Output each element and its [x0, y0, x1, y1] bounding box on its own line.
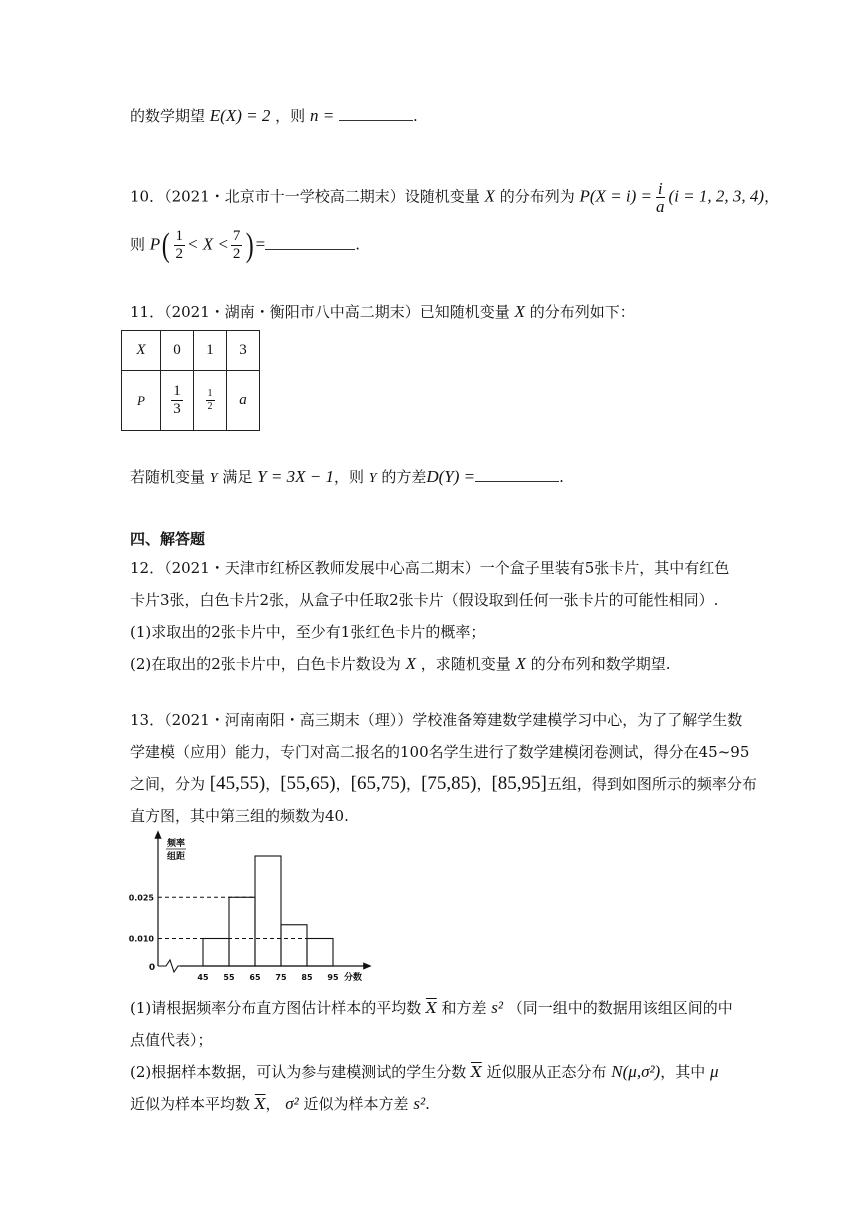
- q11-distribution-table: [121, 330, 260, 431]
- q11-p1-den: 2: [207, 401, 213, 412]
- q13-p3s2: s²: [413, 1094, 426, 1113]
- q10-left-paren: (: [161, 226, 170, 264]
- q13-p3a: 近似为样本平均数: [130, 1095, 251, 1113]
- q10-f1-den: 2: [175, 246, 184, 262]
- q10-frac-den: a: [656, 197, 665, 216]
- q13-part2-line1: [130, 1060, 719, 1084]
- y-tick-label-1: 0.010: [128, 934, 154, 944]
- q10-eq: =: [255, 234, 266, 254]
- q12-l4x: X: [405, 654, 416, 673]
- q10-f2-den: 2: [232, 246, 241, 262]
- histogram-bar-2: [229, 897, 255, 966]
- q11-cell-x-label: X: [122, 331, 161, 371]
- q11-cond-mid: 满足: [222, 468, 253, 486]
- q13-p3b: ，: [265, 1095, 281, 1113]
- q9-tail-prefix: 的数学期望: [130, 107, 206, 125]
- q13-interval-3: [65,75): [350, 773, 407, 794]
- y-tick-label-2: 0.025: [128, 893, 154, 903]
- q9-answer-blank: [339, 106, 413, 121]
- q12-l4x2: X: [515, 654, 526, 673]
- q12-line1: 12．（2021・天津市红桥区教师发展中心高二期末）一个盒子里装有5张卡片，其中有红色: [130, 559, 730, 577]
- q11-answer-blank: [475, 467, 559, 482]
- q10-ineq: < X <: [187, 234, 229, 254]
- q11-cell-p-label: P: [122, 371, 161, 431]
- q13-p1b: 和方差: [441, 999, 487, 1017]
- x-tick-label-65: 65: [249, 973, 261, 982]
- q10-f2-num: 7: [232, 228, 241, 244]
- q12-l4a: (2)在取出的2张卡片中，白色卡片数设为: [130, 655, 401, 673]
- q13-l3-post: 五组，得到如图所示的频率分布: [546, 775, 757, 793]
- q13-part2-line2: [130, 1092, 430, 1116]
- q9-tail-suffix: .: [412, 107, 418, 125]
- q10-line1: [130, 180, 779, 215]
- q11-head: 11．（2021・湖南・衡阳市八中高二期末）已知随机变量: [130, 303, 510, 321]
- q13-p1s: s²: [491, 998, 504, 1017]
- q10-mid: 的分布列为: [499, 187, 575, 206]
- q13-line1: 13．（2021・河南南阳・高三期末（理））学校准备筹建数学建模学习中心，为了了解学生数: [130, 711, 743, 729]
- q9-tail-mid: ，则: [275, 107, 306, 125]
- q10-head: 10．（2021・北京市十一学校高二期末）设随机变量: [130, 187, 480, 206]
- histogram-bar-1: [203, 939, 229, 967]
- q11-y: Y: [209, 471, 218, 486]
- axis-break-mark: [158, 960, 180, 972]
- q11-tail: 的分布列如下：: [529, 303, 635, 321]
- frequency-histogram: [128, 826, 388, 986]
- q10-line2-prefix: 则: [130, 235, 146, 254]
- q13-p1x: $\overline{X}$: [426, 999, 437, 1017]
- q13-line4: 直方图，其中第三组的频数为40.: [130, 807, 349, 825]
- q12-line4: [130, 652, 671, 676]
- q12-line3: (1)求取出的2张卡片中，至少有1张红色卡片的概率；: [130, 623, 486, 641]
- q11-cell-x0: 0: [161, 331, 194, 371]
- x-tick-label-45: 45: [197, 973, 209, 982]
- q13-part1-line1: [130, 996, 733, 1020]
- q9-expectation-expr: E(X) = 2: [209, 106, 271, 125]
- q13-p3d: .: [425, 1095, 430, 1113]
- q11-condition-line: [130, 465, 564, 491]
- q11-cell-x3: 3: [227, 331, 260, 371]
- q13-interval-1: [45,55): [209, 773, 266, 794]
- q13-interval-4: [75,85): [421, 773, 477, 794]
- q10-frac-num: i: [657, 179, 663, 198]
- q13-p2mu: μ: [710, 1062, 719, 1081]
- q9-tail-line: [130, 104, 418, 128]
- q13-p2c: ，其中: [660, 1063, 706, 1081]
- q10-p: P: [149, 234, 161, 254]
- q10-end: .: [355, 235, 361, 254]
- q11-end: .: [559, 468, 564, 486]
- q13-p1c: （同一组中的数据用该组区间的中: [507, 999, 733, 1017]
- q11-cond-mid2: ，则: [333, 468, 364, 486]
- q12-l4b: ，求随机变量: [420, 655, 511, 673]
- q13-p2n: N(μ,σ²): [611, 1062, 661, 1081]
- q13-p3c: 近似为样本方差: [303, 1095, 409, 1113]
- q13-line2: 学建模（应用）能力，专门对高二报名的100名学生进行了数学建模闭卷测试，得分在45~95: [130, 743, 750, 761]
- x-tick-label-55: 55: [223, 973, 235, 982]
- q11-cond-prefix: 若随机变量: [130, 468, 206, 486]
- q11-line1: [130, 300, 635, 324]
- q11-table-row-p: [122, 371, 260, 431]
- origin-label: 0: [148, 963, 156, 973]
- q10-frac-half: [174, 228, 186, 263]
- q10-right-paren: ): [246, 226, 254, 264]
- x-axis-label: 分数: [343, 973, 363, 983]
- section-heading: 四、解答题: [130, 530, 206, 548]
- q10-formula-right: (i = 1, 2, 3, 4): [668, 186, 765, 206]
- q13-interval-2: [55,65): [280, 773, 336, 794]
- q11-p0-num: 1: [173, 383, 181, 399]
- q12-l4c: 的分布列和数学期望.: [530, 655, 671, 673]
- q10-frac-seven-half: [231, 228, 243, 263]
- q11-cell-p3: a: [227, 371, 260, 431]
- q13-p1a: (1)请根据频率分布直方图估计样本的平均数: [130, 999, 422, 1017]
- q11-cond-mid3: 的方差: [381, 468, 427, 486]
- histogram-bar-3: [255, 856, 281, 966]
- q11-table-row-x: [122, 331, 260, 371]
- q11-cell-p0: [161, 371, 194, 431]
- q13-line3: 之间，分为 [45,55)，[55,65)，[65,75)，[75,85)，[85,95]五组，得到如图所示的频率分布: [130, 773, 757, 794]
- q10-x: X: [484, 186, 495, 206]
- y-axis-label-bottom: 组距: [166, 852, 186, 862]
- q12-line2: 卡片3张，白色卡片2张，从盒子中任取2张卡片（假设取到任何一张卡片的可能性相同）.: [130, 591, 719, 609]
- q9-n-var: n =: [309, 106, 335, 125]
- q13-p2b: 近似服从正态分布: [486, 1063, 607, 1081]
- q11-cond-y: Y: [368, 471, 377, 486]
- q13-p3x: $\overline{X}$: [254, 1095, 266, 1113]
- q11-x: X: [514, 302, 525, 321]
- q10-fraction: [654, 180, 667, 215]
- x-tick-label-75: 75: [275, 973, 287, 982]
- q11-cond-expr: Y = 3X − 1: [257, 467, 334, 486]
- q13-p2a: (2)根据样本数据，可认为参与建模测试的学生分数: [130, 1063, 467, 1081]
- y-axis-label-top: 频率: [166, 839, 186, 849]
- q11-cell-x1: 1: [194, 331, 227, 371]
- q11-p0-den: 3: [173, 401, 181, 417]
- q10-answer-blank: [265, 235, 355, 250]
- histogram-bar-4: [281, 925, 307, 966]
- q10-line2: [130, 228, 360, 263]
- histogram-bar-5: [307, 939, 333, 967]
- q13-l3-pre: 之间，分为: [130, 775, 206, 793]
- q11-cell-p1: [194, 371, 227, 431]
- q13-p2x: $\overline{X}$: [471, 1063, 482, 1081]
- x-tick-label-95: 95: [327, 973, 339, 982]
- x-tick-label-85: 85: [301, 973, 313, 982]
- q10-comma: ，: [764, 187, 780, 206]
- q11-cond-expr2: D(Y) =: [426, 467, 476, 486]
- q13-p3s: σ²: [285, 1094, 299, 1113]
- q10-formula-left: P(X = i) =: [579, 186, 653, 206]
- q11-p1-num: 1: [207, 388, 213, 399]
- q10-f1-num: 1: [175, 228, 184, 244]
- q13-part1-line2: 点值代表）；: [130, 1031, 213, 1049]
- q13-interval-5: [85,95]: [491, 773, 547, 794]
